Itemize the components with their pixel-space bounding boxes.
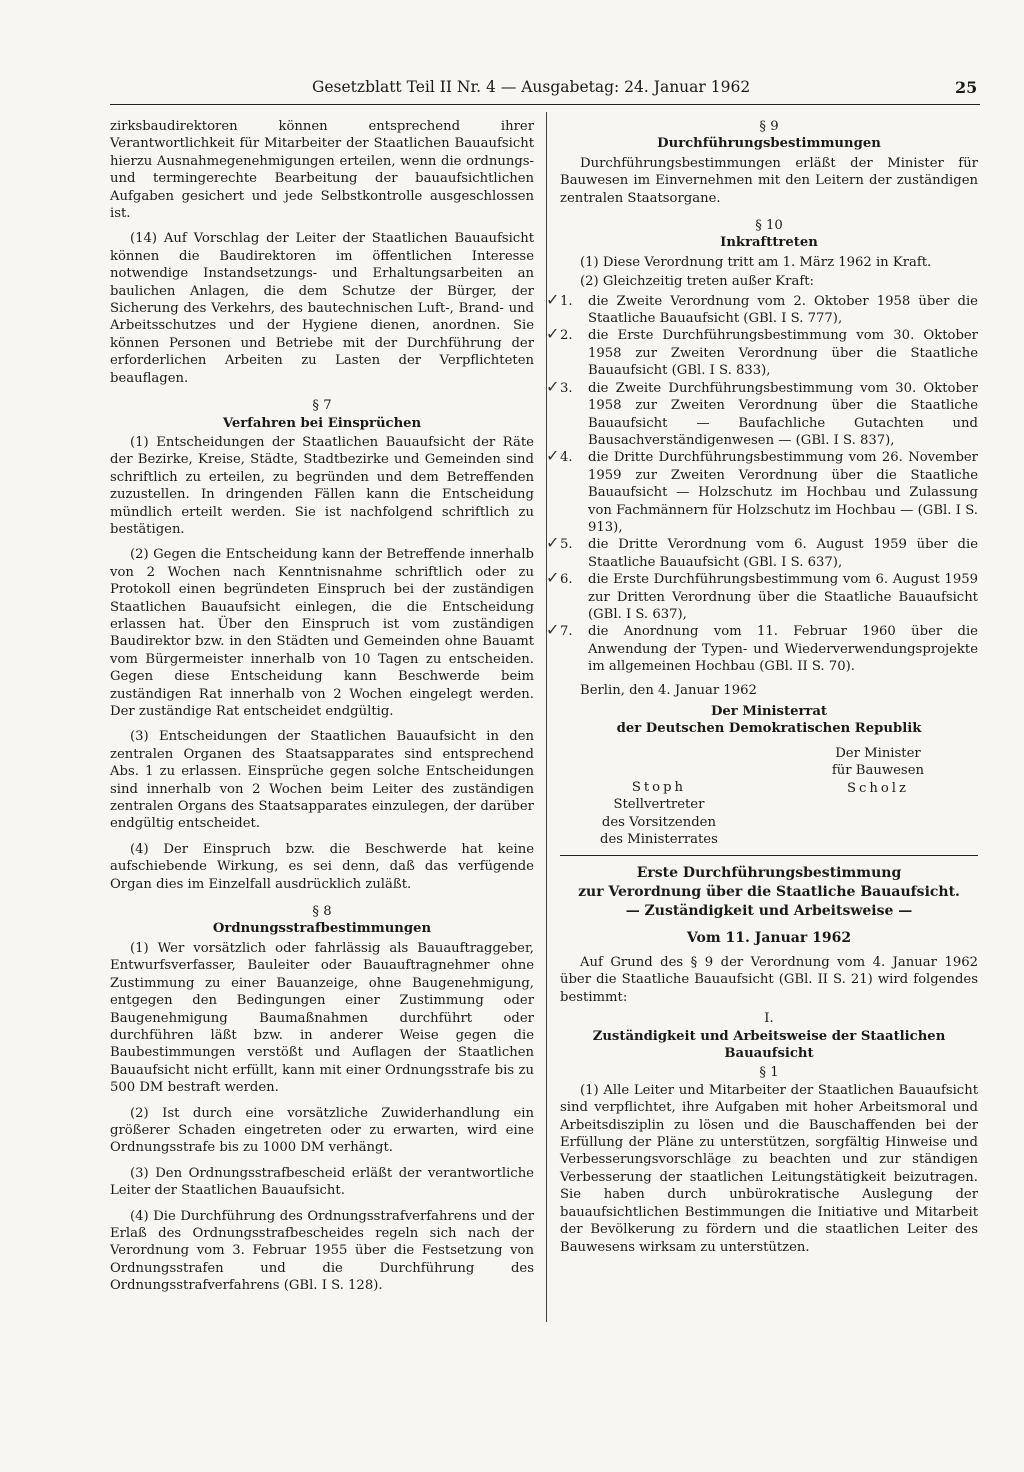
section-8-paragraph-3: (3) Den Ordnungsstrafbescheid erläßt der verantwortliche Leiter der Staatlichen Bauaufsicht. <box>110 1165 534 1199</box>
list-item-text: die Anordnung vom 11. Februar 1960 über die Anwendung der Typen- und Wiederverwendungsprojekte im allgemeinen Hochbau (GBl. II S. 70). <box>588 624 978 675</box>
section-7-paragraph-4: (4) Der Einspruch bzw. die Beschwerde hat keine aufschiebende Wirkung, es sei denn, daß das verfügende Organ dies im Einzelfall ausdrücklich zuläßt. <box>110 841 534 892</box>
section-7-paragraph-1: (1) Entscheidungen der Staatlichen Bauaufsicht der Räte der Bezirke, Kreise, Städte, Stadtbezirke und Gemeinden sind schriftlich zu erteilen, zu begründen und dem Betreffenden zuzustellen. In dringenden Fällen kann die Entscheidung mündlich erteilt werden. Sie ist nachfolgend schriftlich zu bestätigen. <box>110 434 534 537</box>
section-1-paragraph: (1) Alle Leiter und Mitarbeiter der Staatlichen Bauaufsicht sind verpflichtet, ihre Aufgaben mit hoher Arbeitsmoral und Arbeitsdisziplin zu lösen und die Bauschaffenden bei der Erfüllung der Pläne zu unterstützen, sorgfältig Hinweise und Verbesserungsvorschläge zu beachten und zur ständigen Verbesserung der staatlichen Leitungstätigkeit beizutragen. Sie haben durch unbürokratische Auslegung der bauaufsichtlichen Bestimmungen die Initiative und Mitarbeit der Bevölkerung zu fördern und die staatlichen Leiter des Bauwesens wirksam zu unterstützen. <box>560 1082 978 1255</box>
list-item <box>546 620 978 675</box>
list-item <box>546 376 978 450</box>
minister-signature <box>832 745 924 797</box>
section-9-paragraph: Durchführungsbestimmungen erläßt der Minister für Bauwesen im Einvernehmen mit den Leitern der zuständigen zentralen Staatsorgane. <box>560 155 978 206</box>
list-item-number: 6. <box>560 572 573 588</box>
list-item-number: 2. <box>560 328 573 344</box>
minister-name: Scholz <box>846 780 909 796</box>
repealed-list <box>546 289 978 676</box>
section-8-number: § 8 <box>312 904 332 920</box>
section-7-number: § 7 <box>312 398 332 414</box>
list-item-text: die Zweite Durchführungsbestimmung vom 30. Oktober 1958 zur Zweiten Verordnung über die Staatliche Bauaufsicht — Baufachliche Gutachten und Bausachverständigenwesen — (GBl. I S. 837), <box>588 380 978 448</box>
list-item-number: 7. <box>560 624 573 640</box>
paragraph-14: (14) Auf Vorschlag der Leiter der Staatlichen Bauaufsicht können die Baudirektoren im öffentlichen Interesse notwendige Instandsetzungs- und Erhaltungsarbeiten an baulichen Anlagen, die dem Schutze der Bürger, der Sicherung des Verkehrs, des bautechnischen Luft-, Brand- und Arbeitsschutzes und der Hygiene dienen, anordnen. Sie können Personen und Betriebe mit der Durchführung der erforderlichen Arbeiten zu Lasten der Verpflichteten beauflagen. <box>110 231 534 386</box>
section-8-paragraph-4: (4) Die Durchführung des Ordnungsstrafverfahrens und der Erlaß des Ordnungsstrafbescheides regeln sich nach der Verordnung vom 3. Februar 1955 über die Festsetzung von Ordnungsstrafen und die Durchführung des Ordnungsstrafverfahrens (GBl. I S. 128). <box>110 1208 534 1294</box>
section-8-paragraph-1: (1) Wer vorsätzlich oder fahrlässig als Bauauftraggeber, Entwurfsverfasser, Bauleiter oder Bauauftragnehmer ohne Zustimmung zu einer Bauanzeige, ohne Baugenehmigung, entgegen den Bedingungen einer Zustimmung oder Baugenehmigung Baumaßnahmen durchführt oder durchführen läßt bzw. in anderer Weise gegen die Baubestimmungen verstößt und Auflagen der Staatlichen Bauaufsicht nicht erfüllt, kann mit einer Ordnungsstrafe bis zu 500 DM bestraft werden. <box>110 940 534 1096</box>
list-item <box>546 446 978 536</box>
section-10-number: § 10 <box>755 218 783 234</box>
list-item <box>546 324 978 379</box>
new-title-line-1: Erste Durchführungsbestimmung <box>636 865 902 881</box>
section-9-title: Durchführungsbestimmungen <box>657 136 881 152</box>
list-item <box>546 289 978 328</box>
page-header: Gesetzblatt Teil II Nr. 4 — Ausgabetag: 24. Januar 1962 <box>312 78 751 96</box>
section-9-number: § 9 <box>759 119 779 134</box>
list-item-number: 3. <box>560 380 573 396</box>
section-7-paragraph-2: (2) Gegen die Entscheidung kann der Betreffende innerhalb von 2 Wochen nach Kenntnisnahme schriftlich oder zu Protokoll einen begründeten Einspruch bei der zuständigen Staatlichen Bauaufsicht einlegen, die die Entscheidung erlassen hat. Über den Einspruch ist vom zuständigen Baudirektor bzw. in den Städten und Gemeinden ohne Bauamt vom Bürgermeister innerhalb von 10 Tagen zu entscheiden. Gegen diese Entscheidung kann Beschwerde beim zuständigen Rat innerhalb von 2 Wochen eingelegt werden. Der zuständige Rat entscheidet endgültig. <box>110 547 534 719</box>
list-item <box>546 533 978 571</box>
list-item-number: 1. <box>560 293 573 309</box>
new-title-line-3: — Zuständigkeit und Arbeitsweise — <box>625 903 913 919</box>
checkmark-icon: ✓ <box>546 289 560 309</box>
new-title-date: Vom 11. Januar 1962 <box>686 930 852 946</box>
new-intro: Auf Grund des § 9 der Verordnung vom 4. Januar 1962 über die Staatliche Bauaufsicht (GBl. II S. 21) wird folgendes bestimmt: <box>560 955 978 1005</box>
minister-line-1: Der Minister <box>835 746 921 761</box>
new-title-line-2: zur Verordnung über die Staatliche Bauaufsicht. <box>578 884 960 900</box>
deputy-line-2: des Vorsitzenden <box>601 814 716 830</box>
section-1-number: § 1 <box>759 1065 779 1081</box>
part-title: Zuständigkeit und Arbeitsweise der Staatlichen Bauaufsicht <box>592 1028 946 1062</box>
deputy-line-3: des Ministerrates <box>600 832 718 848</box>
council-line-2: der Deutschen Demokratischen Republik <box>616 721 922 737</box>
checkmark-icon: ✓ <box>546 324 560 344</box>
list-item-text: die Dritte Durchführungsbestimmung vom 26. November 1959 zur Zweiten Verordnung über die Staatliche Bauaufsicht — Holzschutz im Hochbau und Zulassung von Fachmännern für Holzschutz im Hochbau — (GBl. I S. 913), <box>588 450 978 535</box>
list-item <box>546 568 978 623</box>
place-date: Berlin, den 4. Januar 1962 <box>580 682 757 698</box>
list-item-text: die Zweite Verordnung vom 2. Oktober 1958 über die Staatliche Bauaufsicht (GBl. I S. 777), <box>588 293 978 327</box>
section-10-paragraph-2: (2) Gleichzeitig treten außer Kraft: <box>580 274 814 290</box>
list-item-text: die Erste Durchführungsbestimmung vom 6. August 1959 zur Dritten Verordnung über die Staatliche Bauaufsicht (GBl. I S. 637), <box>588 572 978 622</box>
left-column <box>110 118 534 1303</box>
section-8-title: Ordnungsstrafbestimmungen <box>212 921 432 937</box>
section-7-paragraph-3: (3) Entscheidungen der Staatlichen Bauaufsicht in den zentralen Organen des Staatsapparates sind entsprechend Abs. 1 zu erlassen. Einsprüche gegen solche Entscheidungen sind innerhalb von 2 Wochen beim Leiter des zuständigen zentralen Organs des Staatsapparates einzulegen, der darüber endgültig entscheidet. <box>110 729 534 832</box>
list-item-number: 4. <box>560 450 573 466</box>
list-item-text: die Erste Durchführungsbestimmung vom 30. Oktober 1958 zur Zweiten Verordnung über die Staatliche Bauaufsicht (GBl. I S. 833), <box>588 328 978 379</box>
checkmark-icon: ✓ <box>546 568 560 588</box>
signature-block <box>560 703 978 848</box>
section-10-title: Inkrafttreten <box>720 235 818 251</box>
section-10-paragraph-1: (1) Diese Verordnung tritt am 1. März 1962 in Kraft. <box>580 254 932 270</box>
checkmark-icon: ✓ <box>546 376 560 396</box>
section-7-title: Verfahren bei Einsprüchen <box>222 415 422 431</box>
minister-line-2: für Bauwesen <box>831 763 924 779</box>
deputy-name: Stoph <box>631 780 687 795</box>
council-line-1: Der Ministerrat <box>710 704 827 719</box>
list-item-text: die Dritte Verordnung vom 6. August 1959 über die Staatliche Bauaufsicht (GBl. I S. 637), <box>588 537 978 570</box>
page-number: 25 <box>955 78 978 97</box>
checkmark-icon: ✓ <box>546 533 560 553</box>
paragraph-intro: zirksbaudirektoren können entsprechend ihrer Verantwortlichkeit für Mitarbeiter der Staatlichen Bauaufsicht hierzu Ausnahmegenehmigungen erteilen, wenn die ordnungs- und termingerechte Bearbeitung der bauaufsichtlichen Aufgaben gesichert und jede Selbstkontrolle ausgeschlossen ist. <box>110 119 534 222</box>
deputy-line-1: Stellvertreter <box>613 797 705 813</box>
header-rule <box>110 104 980 105</box>
part-number: I. <box>764 1011 774 1027</box>
section-8-paragraph-2: (2) Ist durch eine vorsätzliche Zuwiderhandlung ein größerer Schaden eingetreten oder zu erwarten, wird eine Ordnungsstrafe bis zu 1000 DM verhängt. <box>110 1105 534 1156</box>
list-item-number: 5. <box>560 537 573 553</box>
checkmark-icon: ✓ <box>546 620 560 640</box>
deputy-signature <box>600 779 718 849</box>
checkmark-icon: ✓ <box>546 446 560 466</box>
right-column <box>546 118 978 1264</box>
section-divider <box>560 855 978 856</box>
